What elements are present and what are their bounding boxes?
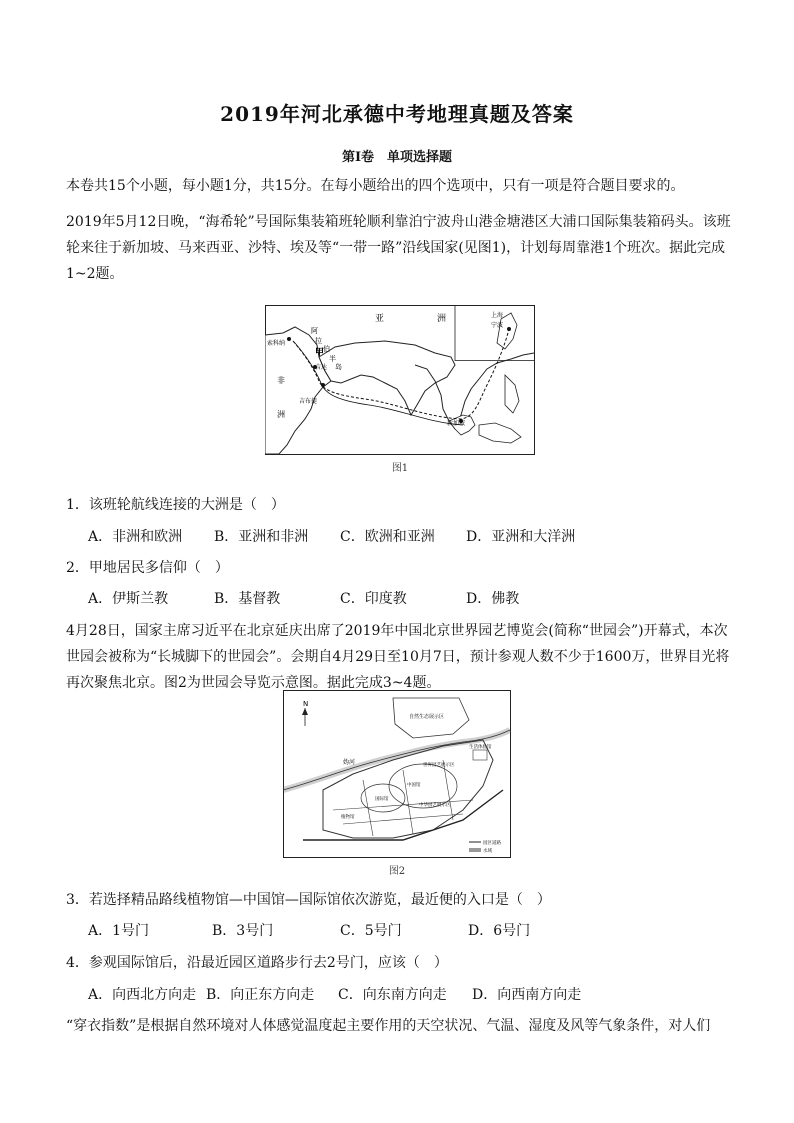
q4-option-d[interactable]: D．向西南方向走 bbox=[472, 987, 582, 1003]
question-4-stem: 4．参观国际馆后，沿最近园区道路步行去2号门，应该（ ） bbox=[66, 955, 448, 971]
label-shanghai: 上海 bbox=[491, 312, 504, 319]
legend-water-label: 水域 bbox=[483, 849, 492, 854]
q2-option-b[interactable]: B．基督教 bbox=[214, 591, 281, 607]
section-title: 第Ⅰ卷 单项选择题 bbox=[341, 150, 453, 165]
figure-2-caption: 图2 bbox=[388, 866, 406, 877]
q2-option-d[interactable]: D．佛教 bbox=[466, 591, 520, 607]
q3-option-d[interactable]: D．6号门 bbox=[468, 923, 531, 939]
question-1-options bbox=[88, 526, 596, 546]
figure-1-caption: 图1 bbox=[391, 463, 409, 474]
question-2-options bbox=[88, 588, 596, 608]
label-africa-1: 非 bbox=[277, 376, 285, 385]
river-label: 妫河 bbox=[343, 759, 356, 766]
q1-option-c[interactable]: C．欧洲和亚洲 bbox=[340, 529, 435, 545]
question-2-stem: 2．甲地居民多信仰（ ） bbox=[66, 560, 229, 576]
label-arabia-3: 伯 bbox=[323, 345, 330, 353]
question-1-stem: 1．该班轮航线连接的大洲是（ ） bbox=[66, 497, 285, 513]
q3-option-b[interactable]: B．3号门 bbox=[212, 923, 274, 939]
zone-top-label: 自然生态展示区 bbox=[409, 714, 445, 720]
label-africa-2: 洲 bbox=[277, 410, 285, 419]
page-title: 2019年河北承德中考地理真题及答案 bbox=[220, 102, 574, 126]
q4-option-b[interactable]: B．向正东方向走 bbox=[206, 987, 315, 1003]
label-singapore: 新加坡 bbox=[447, 420, 466, 427]
figure-2-map bbox=[283, 690, 511, 858]
label-arabia-4: 半 bbox=[329, 355, 336, 363]
q2-option-a[interactable]: A．伊斯兰教 bbox=[88, 591, 169, 607]
figure-1-map bbox=[265, 305, 535, 455]
q3-option-a[interactable]: A．1号门 bbox=[88, 923, 150, 939]
label-jeddah: 吉达 bbox=[315, 364, 328, 371]
intl-pavilion-label: 国际馆 bbox=[375, 797, 389, 802]
china-pavilion-label: 中国馆 bbox=[407, 783, 421, 788]
question-3-stem: 3．若选择精品路线植物馆—中国馆—国际馆依次游览，最近便的入口是（ ） bbox=[66, 892, 551, 908]
q4-option-a[interactable]: A．向西北方向走 bbox=[88, 987, 197, 1003]
label-arabia-1: 阿 bbox=[311, 327, 318, 335]
label-arabia-2: 拉 bbox=[315, 337, 322, 345]
question-4-options bbox=[88, 984, 592, 1004]
q1-option-a[interactable]: A．非洲和欧洲 bbox=[88, 529, 183, 545]
plant-pavilion-label: 植物馆 bbox=[341, 815, 355, 820]
label-asia-b: 洲 bbox=[437, 314, 447, 324]
passage-1: 2019年5月12日晚，“海希轮”号国际集装箱班轮顺利靠泊宁波舟山港金塘港区大浦口国际集装箱码头。该班轮来往于新加坡、马来西亚、沙特、埃及等“一带一路”沿线国家(见图1)，计划每周靠港1个班次。据此完成1~2题。 bbox=[66, 214, 731, 282]
china-garden-label: 中华园艺展示区 bbox=[419, 803, 451, 808]
q3-option-c[interactable]: C．5号门 bbox=[340, 923, 402, 939]
q1-option-d[interactable]: D．亚洲和大洋洲 bbox=[466, 529, 576, 545]
passage-2: 4月28日，国家主席习近平在北京延庆出席了2019年中国北京世界园艺博览会(简称“世园会”)开幕式，本次世园会被称为“长城脚下的世园会”。会期自4月29日至10月7日，预计参观人数不少于1600万，世界目光将再次聚焦北京。图2为世园会导览示意图。据此完成3~4题。 bbox=[66, 623, 730, 691]
question-3-options bbox=[88, 920, 568, 940]
expo-area-label: 世界园艺展示区 bbox=[423, 763, 455, 768]
label-asia-a: 亚 bbox=[375, 314, 385, 324]
north-label: N bbox=[303, 700, 309, 708]
label-djibouti: 吉布提 bbox=[299, 398, 318, 405]
label-arabia-5: 岛 bbox=[335, 363, 342, 371]
passage-3: “穿衣指数”是根据自然环境对人体感觉温度起主要作用的天空状况、气温、湿度及风等气象条件，对人们 bbox=[66, 1018, 711, 1034]
label-ningbo: 宁波 bbox=[491, 322, 504, 329]
label-jia: 甲 bbox=[315, 348, 325, 358]
q2-option-c[interactable]: C．印度教 bbox=[340, 591, 407, 607]
q1-option-b[interactable]: B．亚洲和非洲 bbox=[214, 529, 309, 545]
life-pavilion-label: 生活体验馆 bbox=[469, 745, 492, 750]
label-suez: 索科纳 bbox=[267, 340, 286, 347]
instructions: 本卷共15个小题，每小题1分，共15分。在每小题给出的四个选项中，只有一项是符合题目要求的。 bbox=[66, 178, 685, 194]
legend-road-label: 园区道路 bbox=[483, 841, 501, 846]
q4-option-c[interactable]: C．向东南方向走 bbox=[338, 987, 447, 1003]
